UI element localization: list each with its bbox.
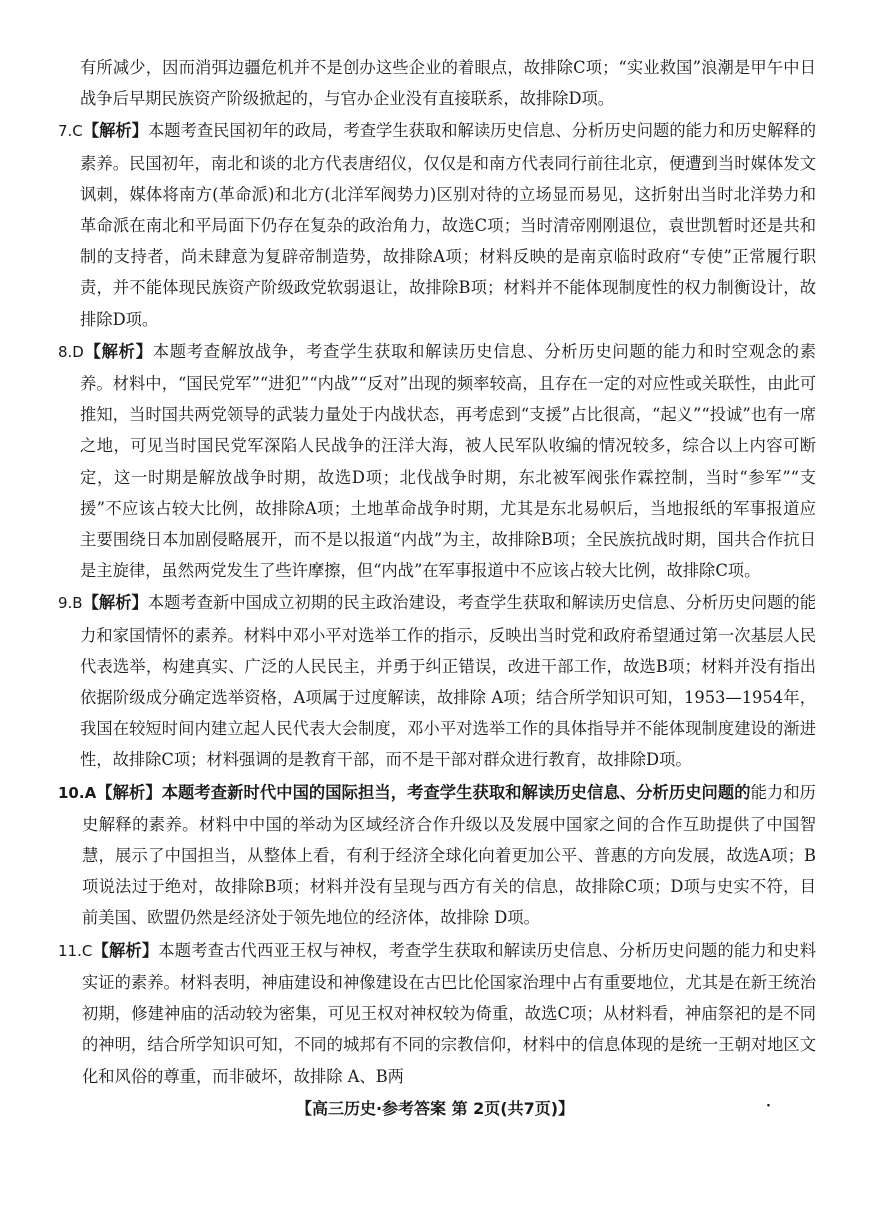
answer-number: 11.C (58, 941, 93, 960)
answer-number: 7.C (58, 122, 83, 141)
answer-item-9 (58, 587, 816, 775)
answer-item-7 (58, 115, 816, 334)
page-footer: 【高三历史·参考答案 第 2页(共7页)】 (295, 1099, 575, 1118)
answer-text: 本题考查古代西亚王权与神权，考查学生获取和解读历史信息、分析历史问题的能力和史料实证的素养。材料表明，神庙建设和神像建设在古巴比伦国家治理中占有重要地位，尤其是在新王统治初期，修建神庙的活动较为密集，可见王权对神权较为倚重，故选C项；从材料看，神庙祭祀的是不同的神明，结合所学知识可知，不同的城邦有不同的宗教信仰，材料中的信息体现的是统一王朝对地区文化和风俗的尊重，而非破坏，故排除 A、B两 (82, 940, 816, 1086)
answer-text: 本题考查民国初年的政局，考查学生获取和解读历史信息、分析历史问题的能力和历史解释的素养。民国初年，南北和谈的北方代表唐绍仪，仅仅是和南方代表同行前往北京，便遭到当时媒体发文讽刺，媒体将南方(革命派)和北方(北洋军阀势力)区别对待的立场显而易见，这折射出当时北洋势力和革命派在南北和平局面下仍存在复杂的政治角力，故选C项；当时清帝刚刚退位，袁世凯暂时还是共和制的支持者，尚未肆意为复辟帝制造势，故排除A项；材料反映的是南京临时政府“专使”正常履行职责，并不能体现民族资产阶级政党软弱退让，故排除B项；材料并不能体现制度性的权力制衡设计，故排除D项。 (80, 121, 816, 329)
answer-text: 能力和历史解释的素养。材料中中国的举动为区域经济合作升级以及发展中国家之间的合作互助提供了中国智慧，展示了中国担当，从整体上看，有利于经济全球化向着更加公平、普惠的方向发展，故选A项；B项说法过于绝对，故排除B项；材料并没有呈现与西方有关的信息，故排除C项；D项与史实不符，目前美国、欧盟仍然是经济处于领先地位的经济体，故排除 D项。 (82, 782, 816, 928)
analysis-tag: 【解析】 (82, 121, 148, 141)
answer-text: 本题考查解放战争，考查学生获取和解读历史信息、分析历史问题的能力和时空观念的素养。材料中，“国民党军”“进犯”“内战”“反对”出现的频率较高，且存在一定的对应性或关联性，由此可推知，当时国共两党领导的武装力量处于内战状态，再考虑到“支援”占比很高，“起义”“投诚”也有一席之地，可见当时国民党军深陷人民战争的汪洋大海，被人民军队收编的情况较多，综合以上内容可断定，这一时期是解放战争时期，故选D项；北伐战争时期，东北被军阀张作霖控制，当时“参军”“支援”不应该占较大比例，故排除A项；土地革命战争时期，尤其是东北易帜后，当地报纸的军事报道应主要围绕日本加剧侵略展开，而不是以报道“内战”为主，故排除B项；全民族抗战时期，国共合作抗日是主旋律，虽然两党发生了些许摩擦，但“内战”在军事报道中不应该占较大比例，故排除C项。 (80, 341, 816, 581)
analysis-tag: 【解析】 (96, 782, 162, 802)
answer-lead-text: 本题考查新时代中国的国际担当，考查学生获取和解读历史信息、分析历史问题的 (161, 782, 751, 802)
answer-text: 本题考查新中国成立初期的民主政治建设，考查学生获取和解读历史信息、分析历史问题的能力和家国情怀的素养。材料中邓小平对选举工作的指示，反映出当时党和政府希望通过第一次基层人民代表选举，构建真实、广泛的人民民主，并勇于纠正错误，改进干部工作，故选B项；材料并没有指出依据阶级成分确定选举资格，A项属于过度解读，故排除 A项；结合所学知识可知，1953—1954年，我国在较短时间内建立起人民代表大会制度，邓小平对选举工作的具体指导并不能体现制度建设的渐进性，故排除C项；材料强调的是教育干部，而不是干部对群众进行教育，故排除D项。 (80, 593, 816, 770)
answer-content (58, 52, 816, 1093)
answer-item-11 (58, 935, 816, 1092)
answer-item-10 (58, 777, 816, 934)
answer-number: 10.A (58, 783, 97, 802)
analysis-tag: 【解析】 (83, 341, 153, 361)
analysis-tag: 【解析】 (92, 940, 159, 960)
answer-item-8 (58, 336, 816, 587)
footer-mark: · (766, 1098, 771, 1114)
continued-paragraph: 有所减少，因而消弭边疆危机并不是创办这些企业的着眼点，故排除C项；“实业救国”浪潮是甲午中日战争后早期民族资产阶级掀起的，与官办企业没有直接联系，故排除D项。 (80, 58, 816, 109)
analysis-tag: 【解析】 (82, 593, 148, 613)
answer-number: 8.D (58, 342, 84, 361)
answer-number: 9.B (58, 594, 83, 613)
